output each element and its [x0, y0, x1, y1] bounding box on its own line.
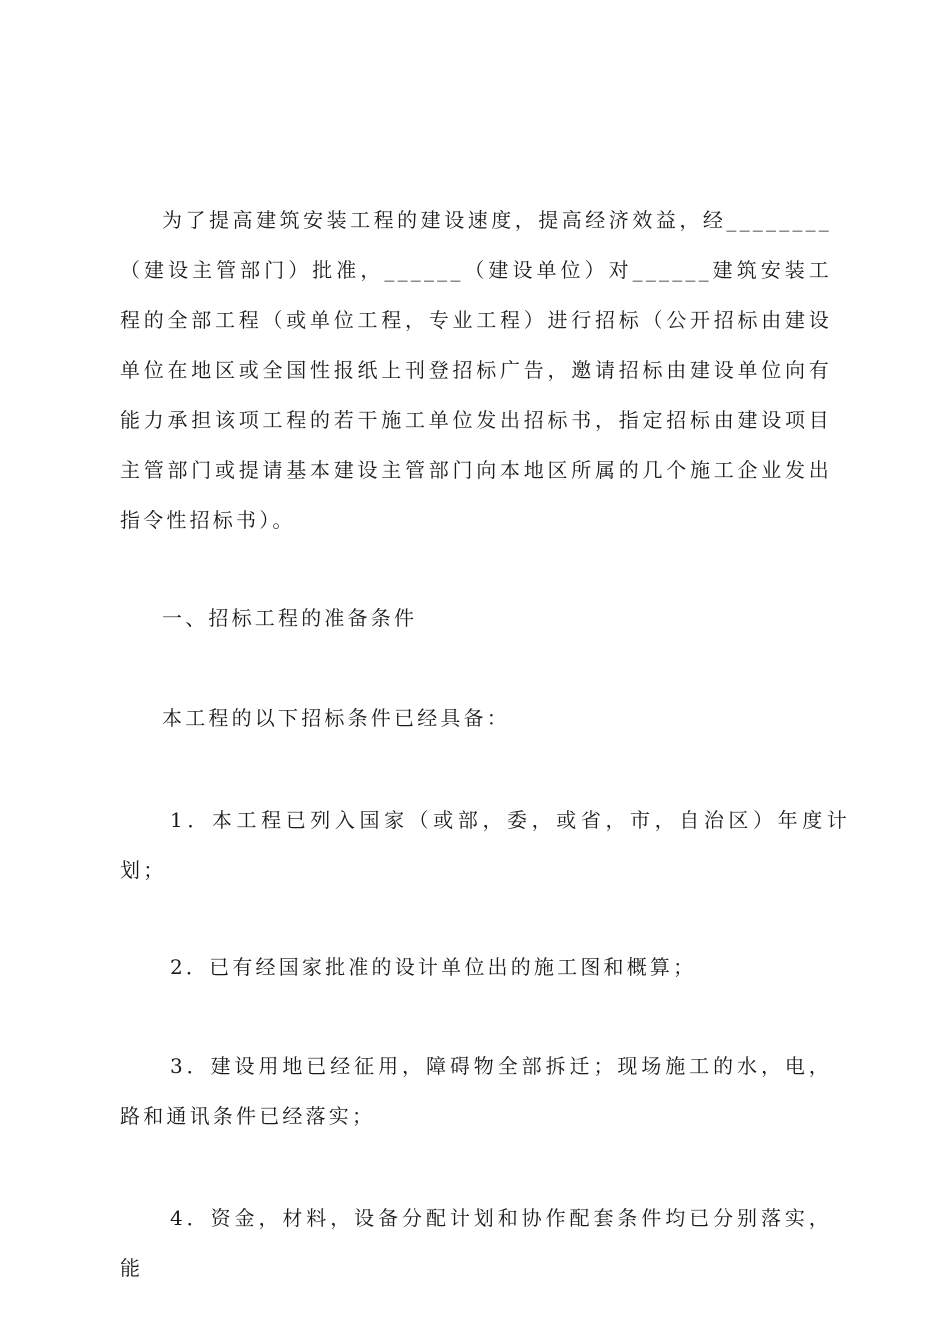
list-item: 1．本工程已列入国家（或部，委，或省，市，自治区）年度计划；	[120, 808, 850, 882]
section-heading: 一、招标工程的准备条件	[162, 606, 418, 630]
list-item: 4．资金，材料，设备分配计划和协作配套条件均已分别落实，能	[120, 1206, 832, 1280]
list-item: 2．已有经国家批准的设计单位出的施工图和概算；	[170, 955, 697, 979]
intro-paragraph: 为了提高建筑安装工程的建设速度，提高经济效益，经________（建设主管部门）批准，______（建设单位）对______建筑安装工程的全部工程（或单位工程，专业工程）进行招标（公开招标由建设单位在地区或全国性报纸上刊登招标广告，邀请招标由建设单位向有能力承担该项工程的若干施工单位发出招标书，指定招标由建设项目主管部门或提请基本建设主管部门向本地区所属的几个施工企业发出指令性招标书）。	[120, 208, 832, 532]
list-item: 3．建设用地已经征用，障碍物全部拆迁；现场施工的水，电，路和通讯条件已经落实；	[120, 1054, 832, 1128]
lead-paragraph: 本工程的以下招标条件已经具备：	[162, 706, 510, 730]
